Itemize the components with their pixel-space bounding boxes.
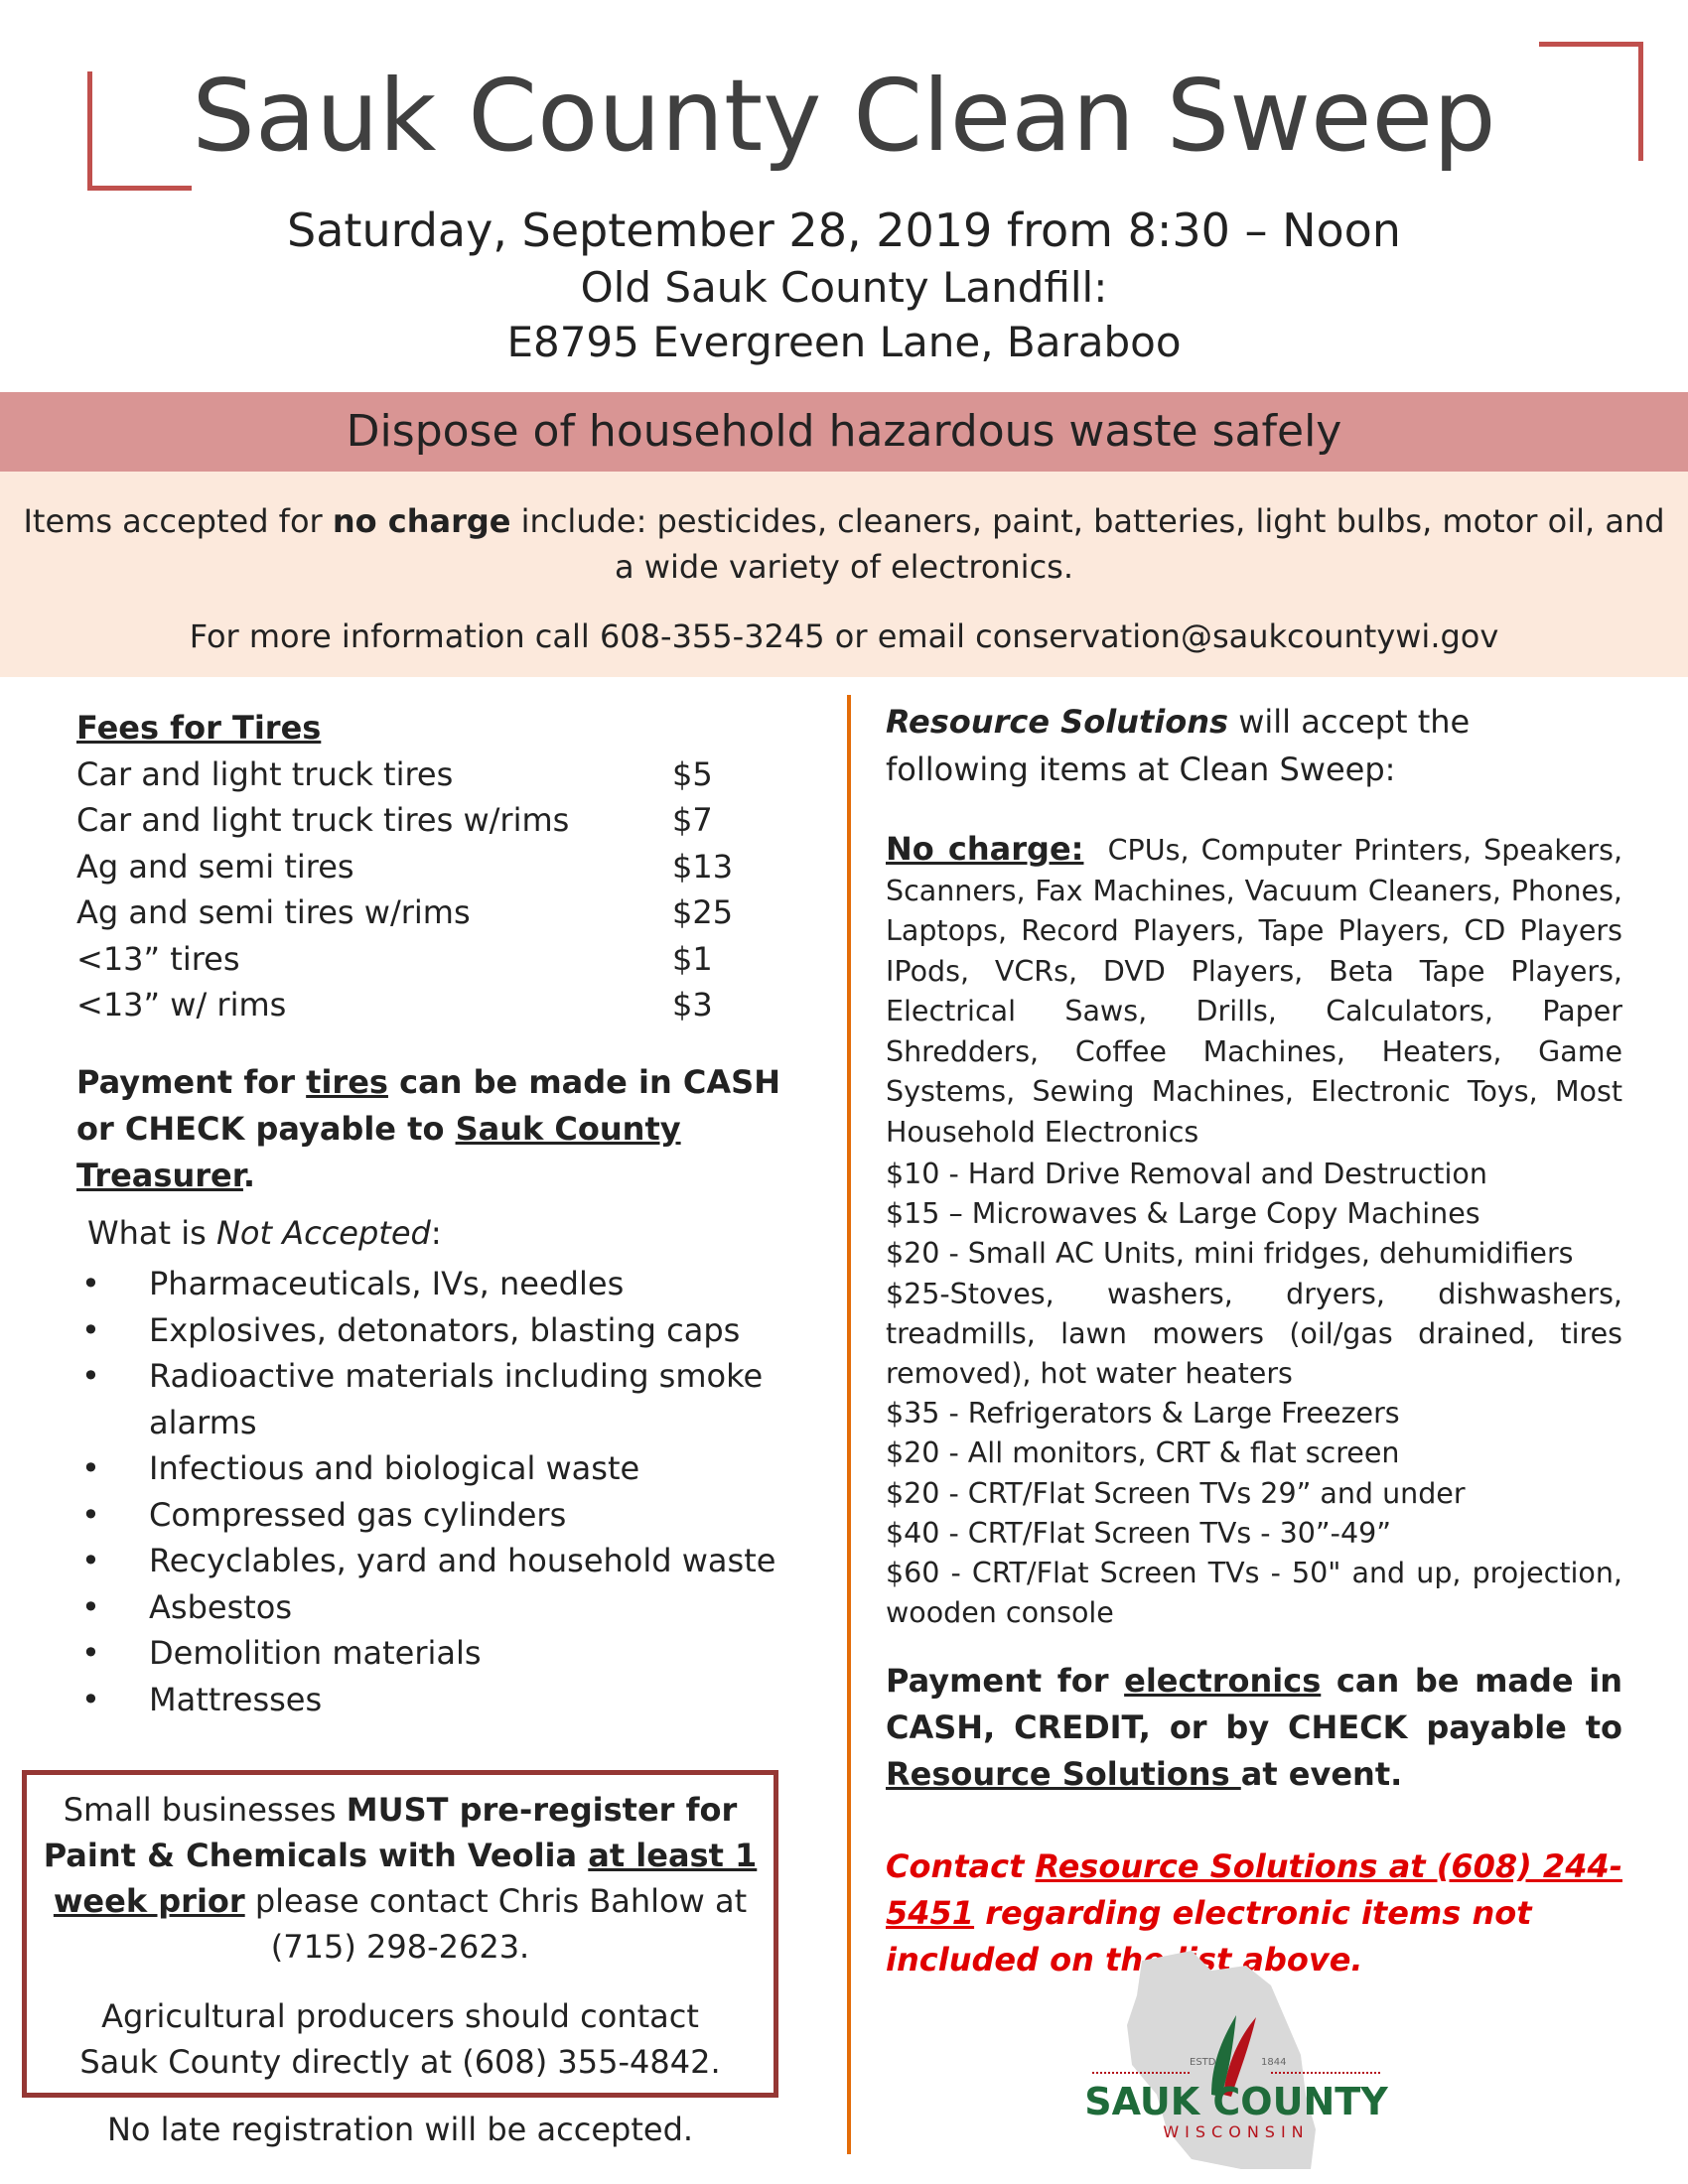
list-item: • Mattresses [81,1677,796,1723]
accepted-bold: no charge [332,502,511,540]
agricultural-note: Agricultural producers should contact Sauk County directly at (608) 355-4842. [79,1997,721,2081]
contact-info: For more information call 608-355-3245 or email conservation@saukcountywi.gov [189,617,1499,655]
logo-state: WISCONSIN [1163,2122,1310,2141]
list-item: • Pharmaceuticals, IVs, needles [81,1261,796,1307]
list-item: • Infectious and biological waste [81,1445,796,1492]
logo-year: 1844 [1261,2057,1287,2068]
fee-row: Ag and semi tires $13 [76,847,734,886]
tire-payment-note: Payment for tires can be made in CASH or CHECK payable to Sauk County Treasurer. [76,1063,780,1194]
late-registration-note: No late registration will be accepted. [106,2111,694,2148]
list-item: $20 - All monitors, CRT & flat screen [886,1436,1400,1470]
list-item: • Recyclables, yard and household waste [81,1538,796,1584]
no-charge-label: No charge: [886,830,1084,868]
list-item: $20 - CRT/Flat Screen TVs 29” and under [886,1476,1466,1510]
list-item: $40 - CRT/Flat Screen TVs - 30”-49” [886,1516,1391,1550]
event-address: E8795 Evergreen Lane, Baraboo [506,318,1182,366]
headline-band: Dispose of household hazardous waste safely [0,392,1688,472]
resource-heading: Resource Solutions will accept the following items at Clean Sweep: [886,703,1471,788]
list-item: • Radioactive materials including smoke alarms [81,1353,796,1445]
accepted-items-text [0,498,1688,590]
tire-fees [76,705,772,1028]
list-item: • Asbestos [81,1584,796,1631]
fee-row: Car and light truck tires w/rims $7 [76,801,713,839]
tire-fees-heading: Fees for Tires [76,709,322,747]
column-divider [847,695,851,2154]
not-accepted-heading: What is Not Accepted: [87,1214,442,1252]
event-date: Saturday, September 28, 2019 from 8:30 – Noon [287,204,1401,257]
list-item: $10 - Hard Drive Removal and Destruction [886,1158,1487,1190]
event-location: Old Sauk County Landfill: [580,263,1108,312]
list-item: $25-Stoves, washers, dryers, dishwashers, treadmills, lawn mowers (oil/gas drained, tires removed), hot water heaters [886,1277,1622,1391]
no-charge-items: No charge: CPUs, Computer Printers, Speakers, Scanners, Fax Machines, Vacuum Cleaners, Phones, Laptops, Record Players, Tape Players, CD Players IPods, VCRs, DVD Players, Beta Tape Players, Electrical Saws, Drills, Calculators, Paper Shredders, Coffee Machines, Heaters, Game Systems, Sewing Machines, Electronic Toys, Most Household Electronics [886,830,1622,1149]
business-registration-box [22,1770,778,2148]
logo-estd: ESTD [1190,2057,1216,2068]
list-item: • Demolition materials [81,1630,796,1677]
not-accepted-list [81,1261,796,1722]
accepted-prefix: Items accepted for [23,502,333,540]
page-title: Sauk County Clean Sweep [192,58,1496,174]
logo-county-name: SAUK COUNTY [1084,2080,1388,2123]
list-item: $35 - Refrigerators & Large Freezers [886,1397,1400,1431]
fee-row: <13” tires $1 [76,939,713,978]
list-item: $15 – Microwaves & Large Copy Machines [886,1197,1480,1231]
fee-row: Car and light truck tires $5 [76,754,713,793]
business-note: Small businesses MUST pre-register for Paint & Chemicals with Veolia at least 1 week prior please contact Chris Bahlow at (715) 298-2623. [43,1791,758,1966]
electronics-payment-note: Payment for electronics can be made in CASH, CREDIT, or by CHECK payable to Resource Solutions at event. [886,1662,1622,1793]
electronics-price-list [886,1155,1622,1633]
list-item: $20 - Small AC Units, mini fridges, dehumidifiers [886,1237,1574,1271]
list-item: $60 - CRT/Flat Screen TVs - 50" and up, projection, wooden console [886,1557,1622,1630]
sauk-county-logo [1072,1946,1400,2174]
list-item: • Explosives, detonators, blasting caps [81,1307,796,1354]
accepted-suffix: include: pesticides, cleaners, paint, batteries, light bulbs, motor oil, and a wide variety of electronics. [510,502,1665,586]
resource-contact-note: Contact Resource Solutions at (608) 244-5451 regarding electronic items not included on the list above. [886,1847,1622,1979]
list-item: • Compressed gas cylinders [81,1492,796,1539]
fee-row: Ag and semi tires w/rims $25 [76,893,734,931]
info-panel [0,472,1688,677]
fee-row: <13” w/ rims $3 [76,986,713,1024]
